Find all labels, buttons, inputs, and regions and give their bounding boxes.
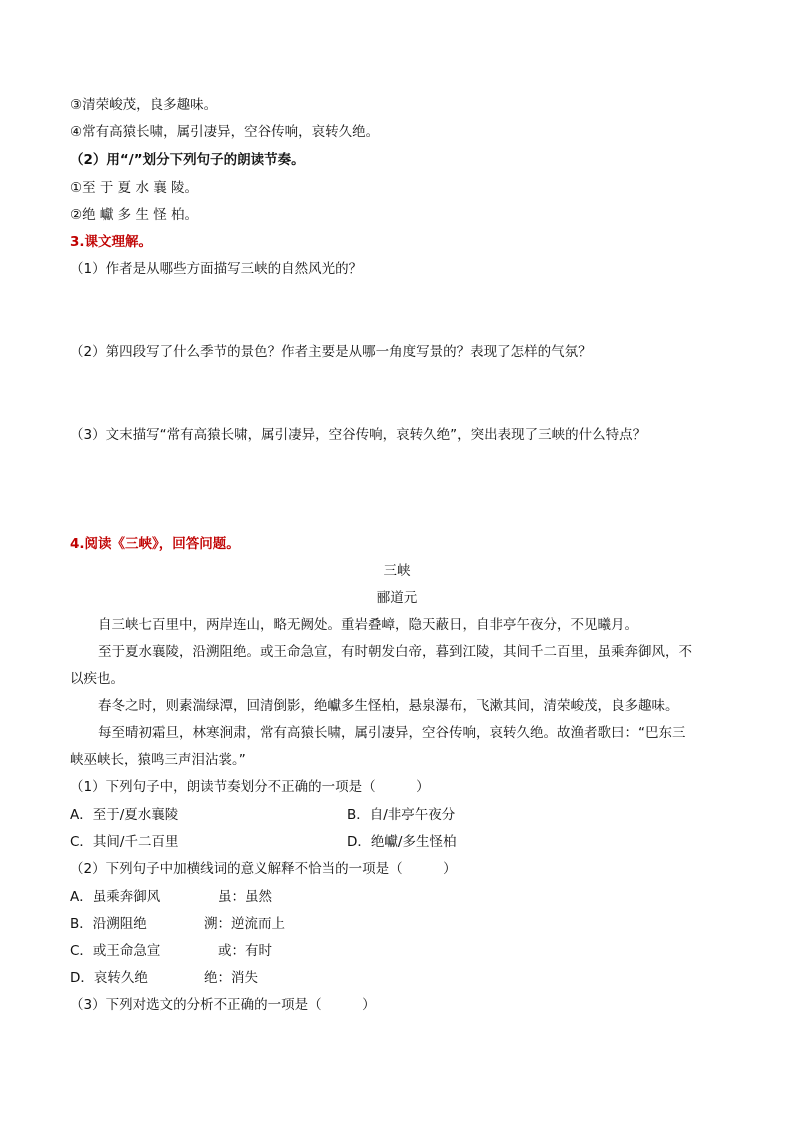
mc-question-1-option-c: C．其间/千二百里 bbox=[70, 834, 179, 850]
rhythm-question-title: （2）用“/”划分下列句子的朗读节奏。 bbox=[70, 152, 305, 168]
passage-paragraph-2-cont: 以疾也。 bbox=[70, 671, 124, 687]
mc-question-2-option-d: D．哀转久绝 bbox=[70, 970, 148, 986]
section-3-question-3: （3）文末描写“常有高猿长啸，属引凄异，空谷传响，哀转久绝”，突出表现了三峡的什么特点？ bbox=[70, 427, 647, 443]
passage-author: 郦道元 bbox=[376, 590, 418, 606]
mc-question-2-option-b: B．沿溯阻绝 bbox=[70, 916, 147, 932]
passage-paragraph-4: 每至晴初霜旦，林寒涧肃，常有高猿长啸，属引凄异，空谷传响，哀转久绝。故渔者歌曰：“巴东三 bbox=[98, 725, 686, 741]
mc-question-2-option-c-explanation: 或：有时 bbox=[218, 943, 272, 959]
section-4-heading: 4.阅读《三峡》，回答问题。 bbox=[70, 536, 240, 552]
rhythm-line-2: ②绝 巘 多 生 怪 柏。 bbox=[70, 207, 199, 223]
section-3-question-2: （2）第四段写了什么季节的景色？作者主要是从哪一角度写景的？表现了怎样的气氛？ bbox=[70, 344, 592, 360]
rhythm-line-1: ①至 于 夏 水 襄 陵。 bbox=[70, 180, 199, 196]
passage-paragraph-4-cont: 峡巫峡长，猿鸣三声泪沾裳。” bbox=[70, 752, 246, 768]
mc-question-1-option-b: B．自/非亭午夜分 bbox=[347, 807, 456, 823]
mc-question-2-option-c: C．或王命急宣 bbox=[70, 943, 161, 959]
section-3-heading: 3.课文理解。 bbox=[70, 234, 153, 250]
item-3: ③清荣峻茂，良多趣味。 bbox=[70, 97, 218, 113]
passage-paragraph-3: 春冬之时，则素湍绿潭，回清倒影，绝巘多生怪柏，悬泉瀑布，飞漱其间，清荣峻茂，良多趣味。 bbox=[98, 698, 679, 714]
mc-question-2-option-b-explanation: 溯：逆流而上 bbox=[204, 916, 285, 932]
mc-question-1-option-d: D．绝巘/多生怪柏 bbox=[347, 834, 457, 850]
mc-question-2-stem: （2）下列句子中加横线词的意义解释不恰当的一项是（ ） bbox=[70, 861, 457, 877]
section-3-question-1: （1）作者是从哪些方面描写三峡的自然风光的？ bbox=[70, 261, 363, 277]
mc-question-2-option-a-explanation: 虽：虽然 bbox=[218, 889, 272, 905]
passage-paragraph-1: 自三峡七百里中，两岸连山，略无阙处。重岩叠嶂，隐天蔽日，自非亭午夜分，不见曦月。 bbox=[98, 617, 638, 633]
mc-question-1-option-a: A．至于/夏水襄陵 bbox=[70, 807, 179, 823]
mc-question-1-stem: （1）下列句子中，朗读节奏划分不正确的一项是（ ） bbox=[70, 779, 430, 795]
passage-title: 三峡 bbox=[383, 563, 411, 579]
mc-question-2-option-d-explanation: 绝：消失 bbox=[204, 970, 258, 986]
mc-question-2-option-a: A．虽乘奔御风 bbox=[70, 889, 161, 905]
mc-question-3-stem: （3）下列对选文的分析不正确的一项是（ ） bbox=[70, 997, 376, 1013]
item-4: ④常有高猿长啸，属引凄异，空谷传响，哀转久绝。 bbox=[70, 124, 380, 140]
passage-paragraph-2: 至于夏水襄陵，沿溯阻绝。或王命急宣，有时朝发白帝，暮到江陵，其间千二百里，虽乘奔御风，不 bbox=[98, 644, 692, 660]
